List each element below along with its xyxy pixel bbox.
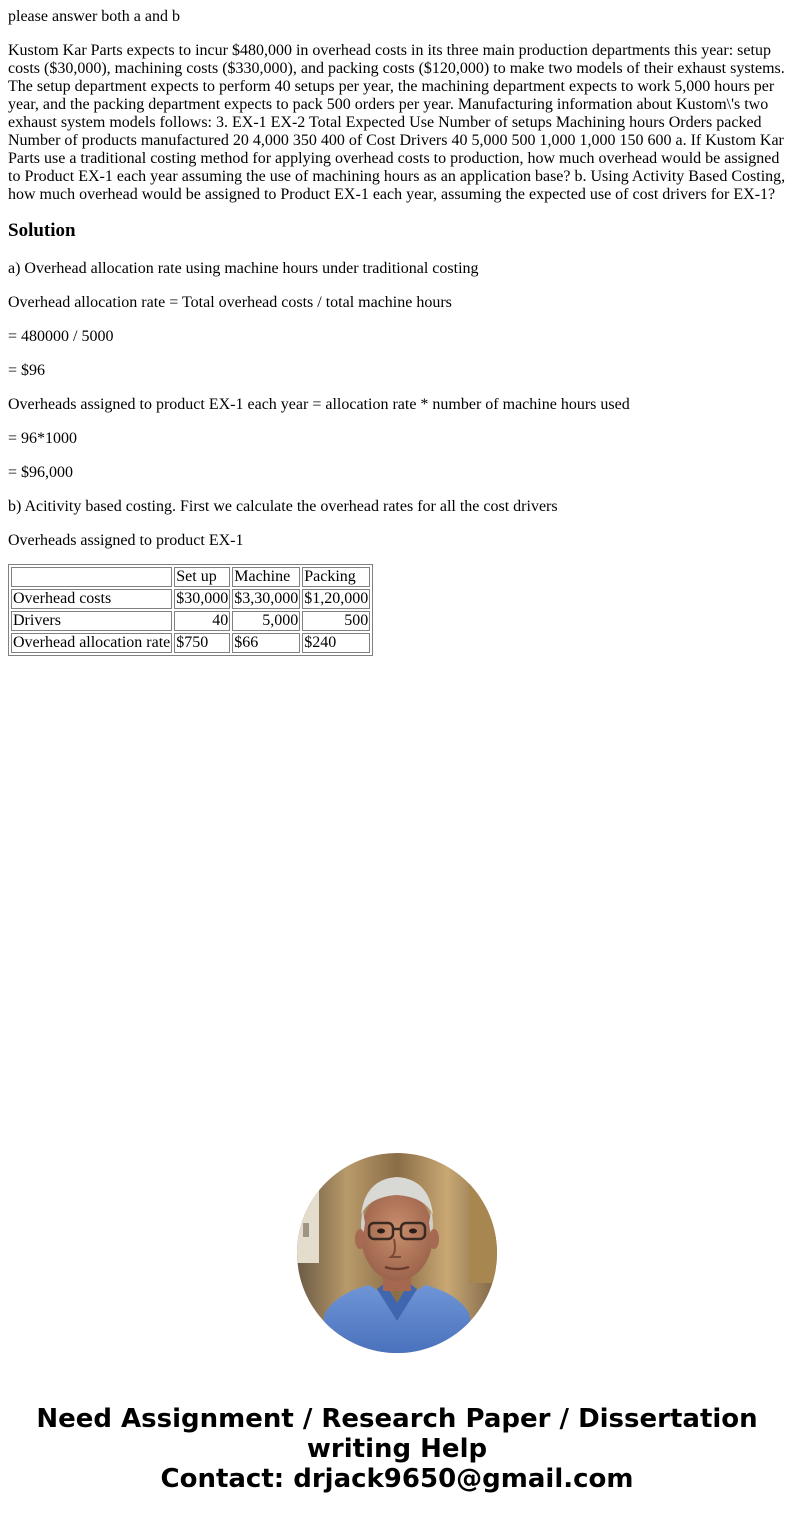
- banner-contact-line: Contact: drjack9650@gmail.com: [160, 1464, 634, 1494]
- solution-line: Overheads assigned to product EX-1 each year = allocation rate * number of machine hours used: [8, 396, 630, 413]
- table-cell: Overhead costs: [11, 589, 172, 609]
- solution-line: Overheads assigned to product EX-1: [8, 532, 244, 549]
- table-cell: 500: [302, 611, 370, 631]
- banner-line: Need Assignment / Research Paper / Dissertation: [36, 1404, 758, 1434]
- banner-line: writing Help: [306, 1434, 488, 1464]
- table-row: [11, 611, 370, 631]
- tutor-portrait-image: [297, 1153, 497, 1353]
- table-cell: Drivers: [11, 611, 172, 631]
- table-cell: $30,000: [176, 590, 229, 607]
- solution-line: = $96,000: [8, 464, 74, 481]
- table-row: [11, 633, 370, 653]
- solution-line: a) Overhead allocation rate using machine hours under traditional costing: [8, 260, 479, 277]
- table-header-row: [11, 567, 370, 587]
- cost-driver-table: [8, 564, 373, 656]
- solution-line: b) Acitivity based costing. First we calculate the overhead rates for all the cost drivers: [8, 498, 558, 515]
- table-cell: $66: [232, 633, 300, 653]
- tutor-avatar: [297, 1153, 497, 1353]
- solution-line: = 480000 / 5000: [8, 328, 114, 345]
- table-cell: $240: [302, 633, 370, 653]
- solution-heading: Solution: [8, 220, 76, 241]
- table-cell: 5,000: [232, 611, 300, 631]
- table-cell: $3,30,000: [234, 590, 299, 607]
- table-header-cell: Machine: [232, 567, 300, 587]
- table-header-cell: [11, 567, 172, 587]
- table-cell: $750: [174, 633, 230, 653]
- solution-line: = $96: [8, 362, 46, 379]
- table-header-cell: Set up: [174, 567, 230, 587]
- solution-line: Overhead allocation rate = Total overhead costs / total machine hours: [8, 294, 452, 311]
- question-body: Kustom Kar Parts expects to incur $480,000 in overhead costs in its three main production departments this year: setup costs ($30,000), machining costs ($330,000), and packing costs ($120,000) to make two models of their exhaust systems. The setup department expects to perform 40 setups per year, the machining department expects to work 5,000 hours per year, and the packing department expects to pack 500 orders per year. Manufacturing information about Kustom\'s two exhaust system models follows: 3. EX-1 EX-2 Total Expected Use Number of setups Machining hours Orders packed Number of products manufactured 20 4,000 350 400 of Cost Drivers 40 5,000 500 1,000 1,000 150 600 a. If Kustom Kar Parts use a traditional costing method for applying overhead costs to production, how much overhead would be assigned to Product EX-1 each year assuming the use of machining hours as an application base? b. Using Activity Based Costing, how much overhead would be assigned to Product EX-1 each year, assuming the expected use of cost drivers for EX-1?: [8, 42, 786, 203]
- contact-banner: [0, 1404, 794, 1494]
- question-prompt: please answer both a and b: [8, 8, 180, 25]
- page-content: [8, 8, 788, 656]
- solution-line: = 96*1000: [8, 430, 78, 447]
- table-row: [11, 589, 370, 609]
- table-cell: 40: [174, 611, 230, 631]
- table-cell: $1,20,000: [304, 590, 369, 607]
- table-cell: Overhead allocation rate: [13, 634, 171, 651]
- table-header-cell: Packing: [302, 567, 370, 587]
